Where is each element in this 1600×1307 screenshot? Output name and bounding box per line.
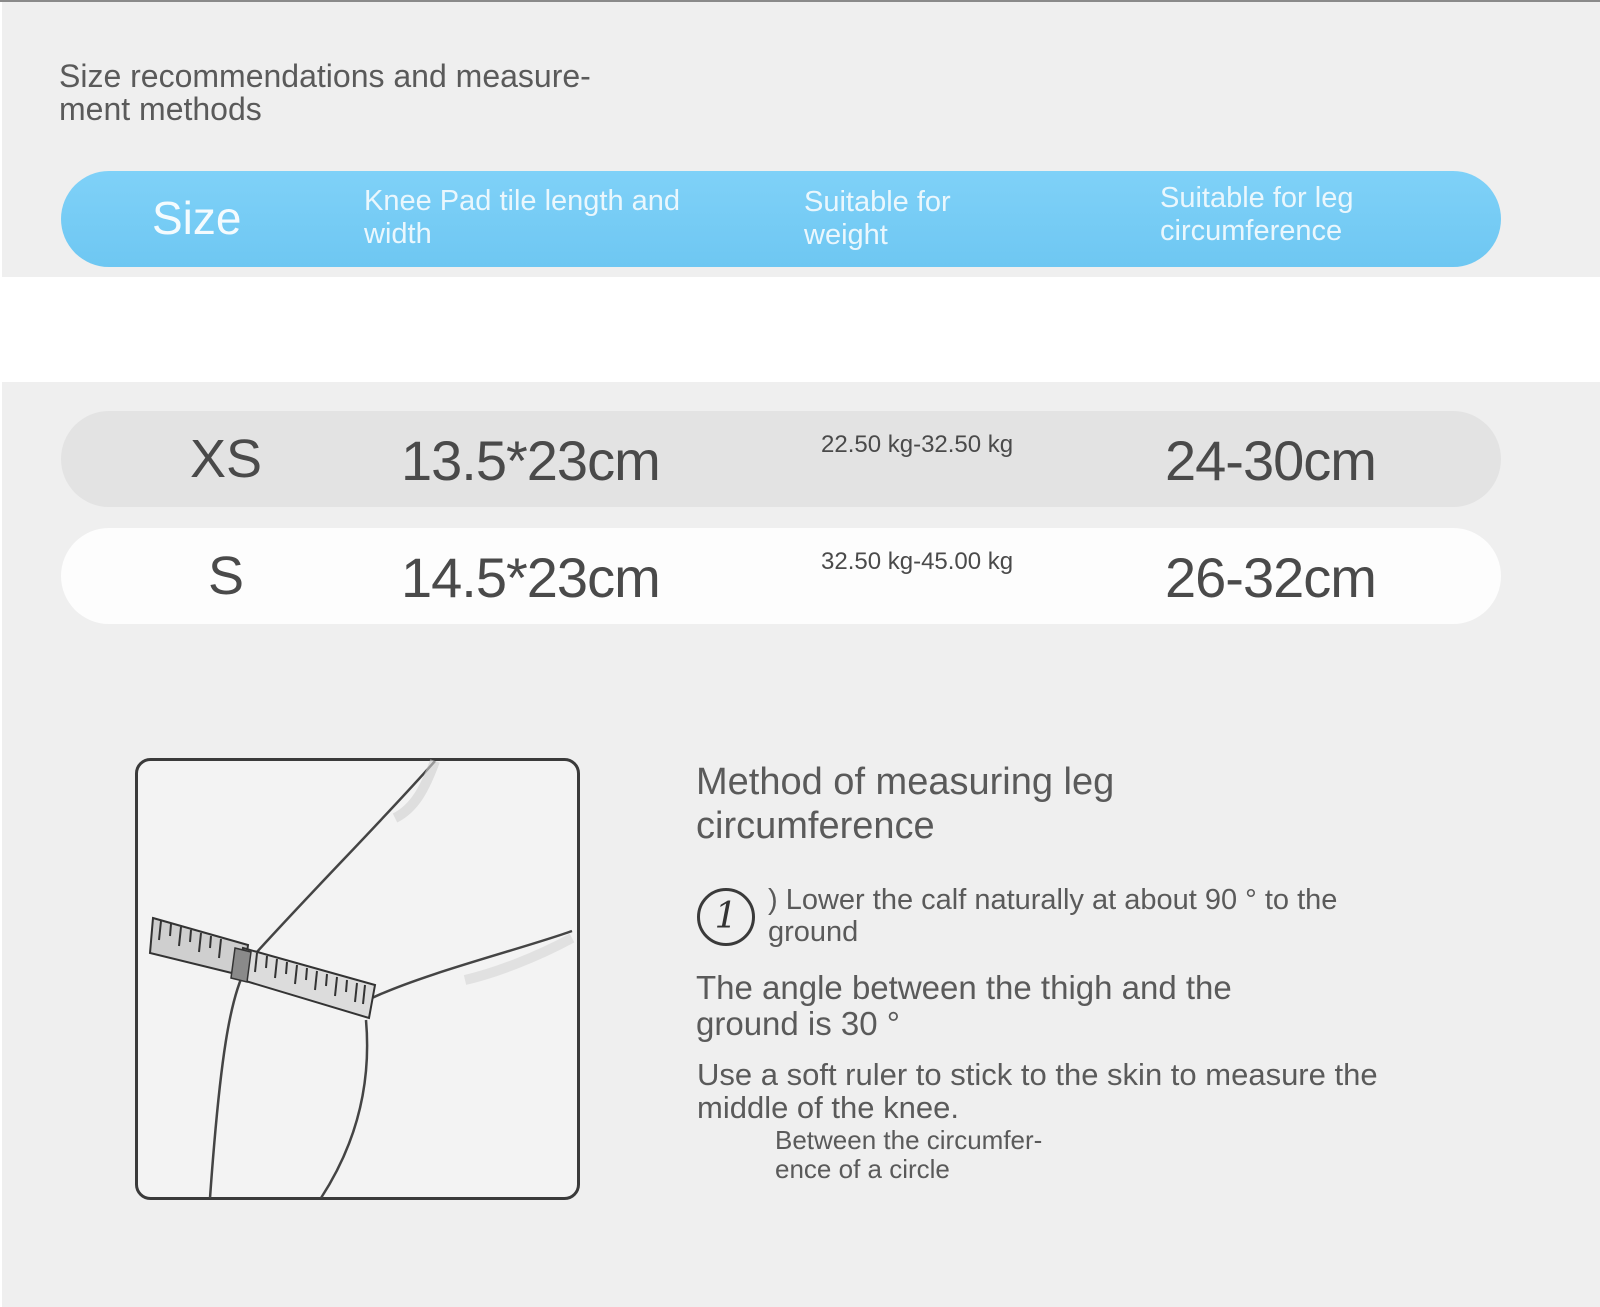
row-leg-circumference: 26-32cm [1165, 546, 1376, 609]
table-row-s [61, 528, 1501, 624]
step-number-badge: 1 [697, 888, 755, 946]
method-title: Method of measuring leg circumference [696, 761, 1115, 847]
leg-measuring-tape-illustration [135, 758, 580, 1200]
header-pad-dimensions: Knee Pad tile length and width [364, 185, 681, 250]
size-table-header [61, 171, 1501, 267]
row-pad-dimensions: 14.5*23cm [401, 546, 660, 609]
row-pad-dimensions: 13.5*23cm [401, 429, 660, 492]
ruler-note: Use a soft ruler to stick to the skin to measure the middle of the knee. [697, 1057, 1378, 1125]
page-title: Size recommendations and measure-ment methods [59, 58, 591, 127]
header-leg-circumference: Suitable for leg circumference [1160, 182, 1354, 247]
row-weight: 32.50 kg-45.00 kg [821, 548, 1014, 575]
angle-note: The angle between the thigh and the ground is 30 ° [696, 969, 1232, 1042]
header-weight: Suitable for weight [804, 186, 951, 251]
row-weight: 22.50 kg-32.50 kg [821, 431, 1014, 458]
row-size: XS [189, 429, 263, 489]
row-leg-circumference: 24-30cm [1165, 429, 1376, 492]
row-size: S [207, 546, 245, 606]
circumference-note: Between the circumfer-ence of a circle [775, 1125, 1043, 1184]
step-1-text: ) Lower the calf naturally at about 90 ° to the ground [768, 884, 1338, 948]
header-size: Size [152, 192, 242, 244]
table-row-xs [61, 411, 1501, 507]
